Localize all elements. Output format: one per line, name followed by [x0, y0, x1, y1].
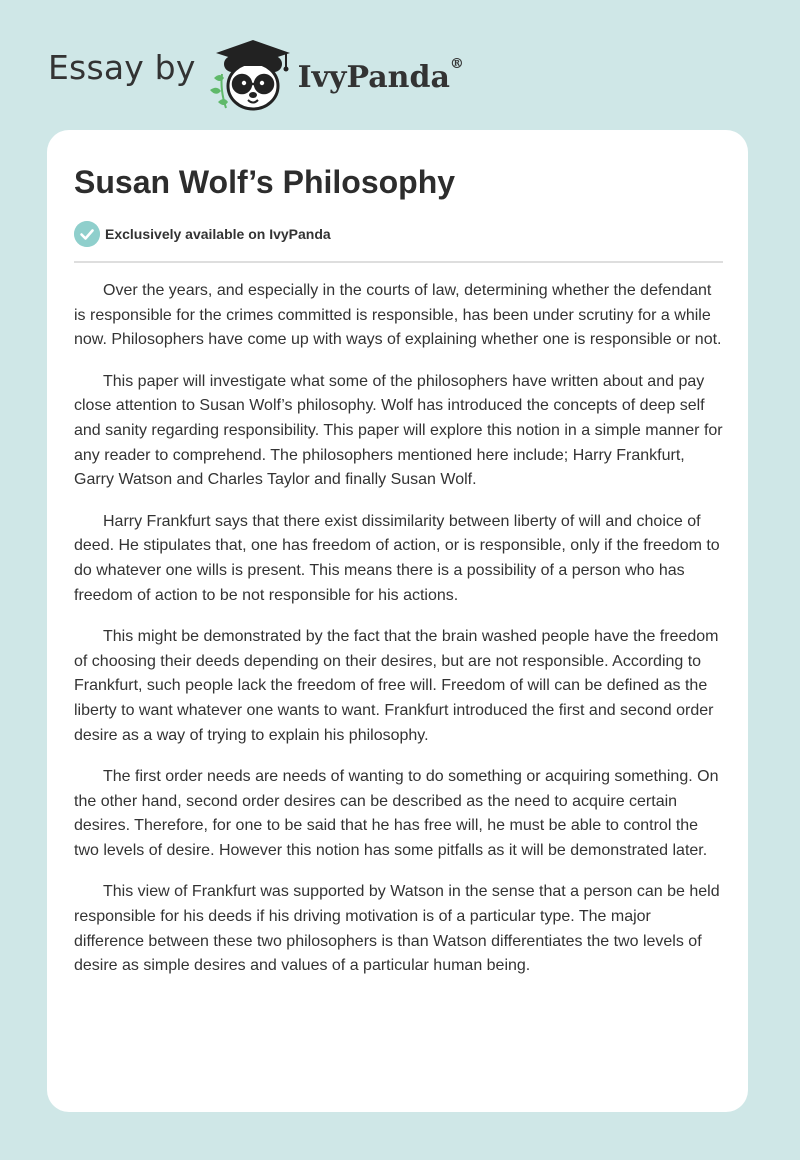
brand-name: IvyPanda — [297, 59, 450, 95]
registered-mark: ® — [449, 55, 464, 72]
paragraph: Harry Frankfurt says that there exist dissimilarity between liberty of will and choice of deed. He stipulates that, one has freedom of action, or is responsible, only if the freedom to do whatever one wills is present. This means there is a possibility of a person who has freedom of action to be not responsible for his actions. — [74, 512, 720, 604]
exclusive-label: Exclusively available on IvyPanda — [105, 226, 331, 242]
check-badge-icon — [74, 221, 100, 247]
essay-body — [74, 279, 724, 996]
paragraph: The first order needs are needs of wanting to do something or acquiring something. On the other hand, second order desires can be described as the need to acquire certain desires. Therefore, for one to be said that he has free will, he must be able to control the two levels of desire. However this notion has some pitfalls as it will be demonstrated later. — [74, 768, 719, 859]
paragraph: This paper will investigate what some of the philosophers have written about and pay close attention to Susan Wolf’s philosophy. Wolf has introduced the concepts of deep self and sanity regarding responsibility. This paper will explore this notion in a simple manner for any reader to comprehend. The philosophers mentioned here include; Harry Frankfurt, Garry Watson and Charles Taylor and finally Susan Wolf. — [74, 372, 723, 489]
page-title: Susan Wolf’s Philosophy — [74, 164, 456, 200]
essay-by-label: Essay by — [48, 47, 196, 87]
paragraph: This might be demonstrated by the fact that the brain washed people have the freedom of choosing their deeds depending on their desires, but are not responsible. According to Frankfurt, such people lack the freedom of free will. Freedom of will can be defined as the liberty to want whatever one wants to want. Frankfurt introduced the first and second order desire as a way of trying to explain his philosophy. — [74, 628, 719, 744]
essay-card — [47, 130, 748, 1112]
ivypanda-wordmark[interactable] — [297, 55, 464, 95]
exclusive-badge — [74, 221, 331, 247]
site-header — [48, 34, 464, 114]
panda-graduate-logo-icon[interactable] — [206, 34, 296, 114]
divider — [74, 261, 723, 263]
paragraph: This view of Frankfurt was supported by Watson in the sense that a person can be held responsible for his deeds if his driving motivation is of a particular type. The major difference between these two philosophers is than Watson differentiates the two levels of desire as simple desires and values of a particular human being. — [74, 883, 720, 975]
paragraph: Over the years, and especially in the courts of law, determining whether the defendant is responsible for the crimes committed is responsible, has been under scrutiny for a while now. Philosophers have come up with ways of explaining whether one is responsible or not. — [74, 282, 722, 349]
